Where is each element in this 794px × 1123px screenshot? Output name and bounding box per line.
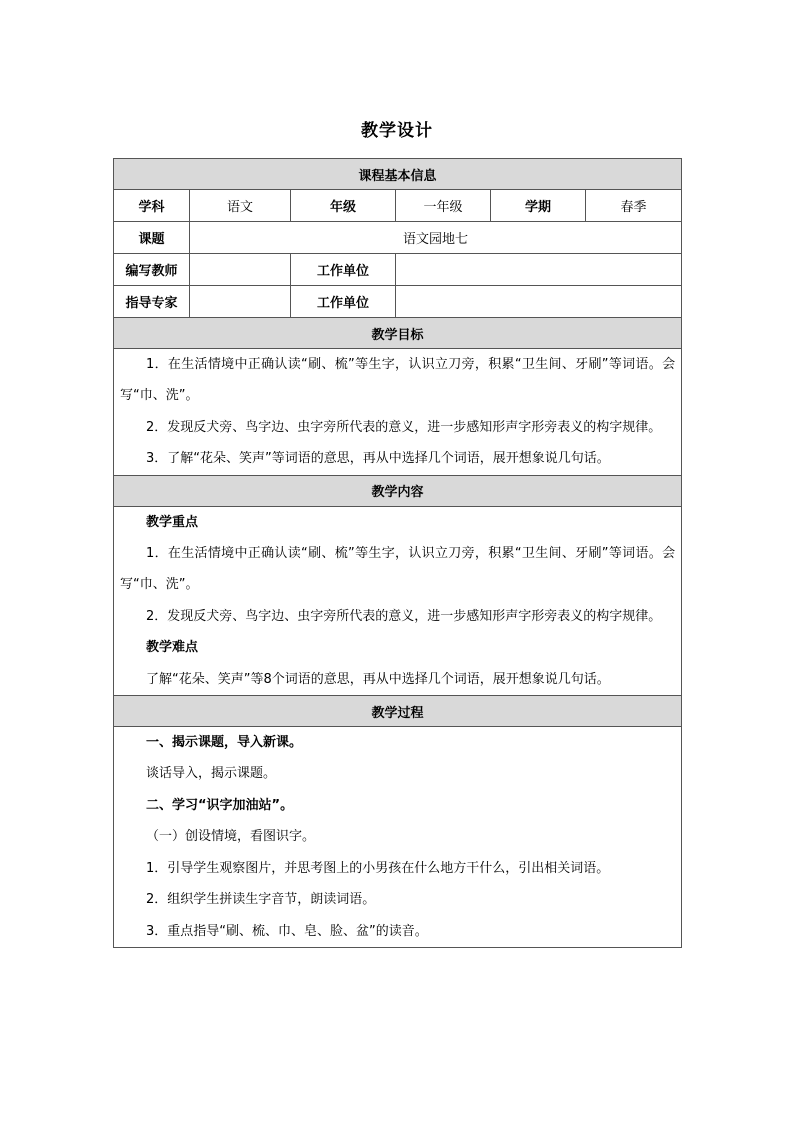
grade-label: 年级	[291, 190, 396, 222]
author-value	[190, 254, 291, 286]
content-header-row	[114, 475, 682, 506]
process-header-row	[114, 696, 682, 727]
goals-header-row	[114, 318, 682, 349]
process-line: 1．引导学生观察图片，并思考图上的小男孩在什么地方干什么，引出相关词语。	[146, 860, 610, 876]
goal-item: 2．发现反犬旁、鸟字边、虫字旁所代表的意义，进一步感知形声字形旁表义的构字规律。	[146, 419, 662, 435]
author-row	[114, 254, 682, 286]
process-line: 3．重点指导“刷、梳、巾、皂、脸、盆”的读音。	[146, 923, 428, 939]
difficulty-text: 了解“花朵、笑声”等8个词语的意思，再从中选择几个词语，展开想象说几句话。	[146, 671, 610, 687]
content-header: 教学内容	[114, 475, 682, 506]
subject-label: 学科	[114, 190, 190, 222]
topic-row	[114, 222, 682, 254]
content-cell	[114, 506, 682, 695]
process-row	[114, 727, 682, 948]
process-header: 教学过程	[114, 696, 682, 727]
goals-header: 教学目标	[114, 318, 682, 349]
key-point-item: 2．发现反犬旁、鸟字边、虫字旁所代表的意义，进一步感知形声字形旁表义的构字规律。	[146, 608, 662, 624]
advisor-unit-value	[396, 286, 682, 318]
topic-label: 课题	[114, 222, 190, 254]
term-label: 学期	[491, 190, 586, 222]
process-step1-title: 一、揭示课题，导入新课。	[146, 735, 303, 751]
basic-info-header-row	[114, 159, 682, 190]
author-unit-value	[396, 254, 682, 286]
process-cell	[114, 727, 682, 948]
process-line: 2．组织学生拼读生字音节，朗读词语。	[146, 892, 376, 908]
difficulty-label: 教学难点	[146, 640, 199, 656]
term-value: 春季	[586, 190, 682, 222]
lesson-plan-table	[113, 158, 682, 948]
content-row	[114, 506, 682, 695]
subject-value: 语文	[190, 190, 291, 222]
document-title: 教学设计	[361, 121, 433, 141]
goals-row	[114, 349, 682, 476]
topic-value: 语文园地七	[190, 222, 682, 254]
advisor-unit-label: 工作单位	[291, 286, 396, 318]
process-step2-title: 二、学习“识字加油站”。	[146, 797, 294, 813]
advisor-label: 指导专家	[114, 286, 190, 318]
goals-cell	[114, 349, 682, 476]
goal-item: 3．了解“花朵、笑声”等词语的意思，再从中选择几个词语，展开想象说几句话。	[146, 451, 610, 467]
process-subsection: （一）创设情境，看图识字。	[146, 829, 316, 845]
author-unit-label: 工作单位	[291, 254, 396, 286]
basic-info-header: 课程基本信息	[114, 159, 682, 190]
key-point-item: 1．在生活情境中正确认读“刷、梳”等生字，认识立刀旁，积累“卫生间、牙刷”等词语。会写“巾、洗”。	[120, 546, 676, 593]
key-points-label: 教学重点	[146, 514, 199, 530]
process-step1-text: 谈话导入，揭示课题。	[146, 766, 277, 782]
advisor-value	[190, 286, 291, 318]
goal-item: 1．在生活情境中正确认读“刷、梳”等生字，认识立刀旁，积累“卫生间、牙刷”等词语。会写“巾、洗”。	[120, 357, 676, 404]
grade-value: 一年级	[396, 190, 491, 222]
author-label: 编写教师	[114, 254, 190, 286]
subject-row	[114, 190, 682, 222]
advisor-row	[114, 286, 682, 318]
